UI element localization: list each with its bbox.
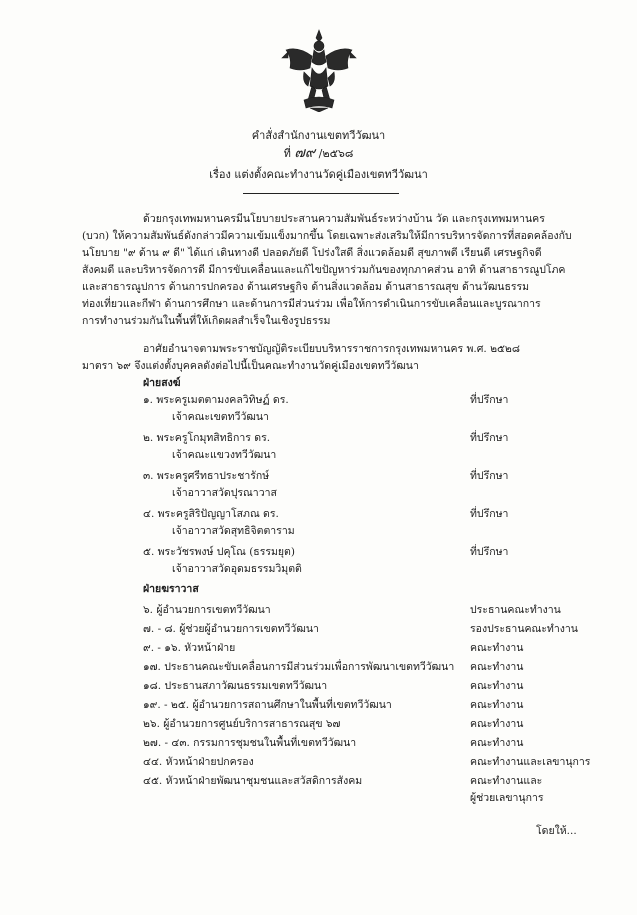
lay-4-name: ๑๗. ประธานคณะขับเคลื่อนการมีส่วนร่วมเพื่อการพัฒนาเขตทวีวัฒนา <box>143 661 455 673</box>
lay-10-name: ๔๕. หัวหน้าฝ่ายพัฒนาชุมชนและสวัสดิการสังคม <box>143 775 363 787</box>
lay-6-name: ๑๙. - ๒๕. ผู้อำนวยการสถานศึกษาในพื้นที่เขตทวีวัฒนา <box>143 699 392 711</box>
lay-2-name: ๗. - ๘. ผู้ช่วยผู้อำนวยการเขตทวีวัฒนา <box>143 623 319 635</box>
monk-1-position: เจ้าคณะเขตทวีวัฒนา <box>172 411 269 423</box>
garuda-emblem-icon <box>280 28 358 112</box>
monk-3-role: ที่ปรึกษา <box>470 470 509 482</box>
lay-1-name: ๖. ผู้อำนวยการเขตทวีวัฒนา <box>143 604 271 616</box>
monk-3-name: ๓. พระครูศรีทธาประชารักษ์ <box>143 470 270 482</box>
footer-continue: โดยให้... <box>536 825 577 837</box>
para1-line-4: สังคมดี และบริหารจัดการดี มีการขับเคลื่อนและแก้ไขปัญหาร่วมกันของทุกภาคส่วน อาทิ ด้านสาธารณูปโภค <box>82 264 566 276</box>
para1-line-7: การทำงานร่วมกันในพื้นที่ให้เกิดผลสำเร็จในเชิงรูปธรรม <box>82 315 331 327</box>
lay-10-role: คณะทำงานและ <box>470 775 543 787</box>
lay-3-role: คณะทำงาน <box>470 642 524 654</box>
para1-line-6: ท่องเที่ยวและกีฬา ด้านการศึกษา และด้านการมีส่วนร่วม เพื่อให้การดำเนินการขับเคลื่อนและบูรณาการ <box>82 298 541 310</box>
lay-5-role: คณะทำงาน <box>470 680 524 692</box>
monk-5-role: ที่ปรึกษา <box>470 546 509 558</box>
para1-line-2: (บวก) ให้ความสัมพันธ์ดังกล่าวมีความเข้มแข็งมากขึ้น โดยเฉพาะส่งเสริมให้มีการบริหารจัดการที่สอดคล้องกับ <box>82 230 572 242</box>
order-number-handwritten: ๗๙ <box>294 145 316 161</box>
lay-7-name: ๒๖. ผู้อำนวยการศูนย์บริการสาธารณสุข ๖๗ <box>143 718 341 730</box>
monk-2-role: ที่ปรึกษา <box>470 432 509 444</box>
lay-9-role: คณะทำงานและเลขานุการ <box>470 756 591 768</box>
monk-2-name: ๒. พระครูโกมุทสิทธิการ ดร. <box>143 432 271 444</box>
lay-3-name: ๙. - ๑๖. หัวหน้าฝ่าย <box>143 642 236 654</box>
lay-1-role: ประธานคณะทำงาน <box>470 604 561 616</box>
monk-1-name: ๑. พระครูเมตตามงคลวิทิษฏ์ ดร. <box>143 394 289 406</box>
monk-4-role: ที่ปรึกษา <box>470 508 509 520</box>
lay-5-name: ๑๘. ประธานสภาวัฒนธรรมเขตทวีวัฒนา <box>143 680 328 692</box>
lay-6-role: คณะทำงาน <box>470 699 524 711</box>
monk-5-name: ๕. พระวัชรพงษ์ ปคุโณ (ธรรมยุต) <box>143 546 295 558</box>
lay-7-role: คณะทำงาน <box>470 718 524 730</box>
para2-line-2: มาตรา ๖๙ จึงแต่งตั้งบุคคลดังต่อไปนี้เป็นคณะทำงานวัดคู่เมืองเขตทวีวัฒนา <box>82 360 419 372</box>
order-number-prefix: ที่ <box>283 147 291 160</box>
lay-9-name: ๔๔. หัวหน้าฝ่ายปกครอง <box>143 756 254 768</box>
lay-8-name: ๒๗. - ๔๓. กรรมการชุมชนในพื้นที่เขตทวีวัฒนา <box>143 737 357 749</box>
order-title: คำสั่งสำนักงานเขตทวีวัฒนา <box>251 129 386 142</box>
monk-1-role: ที่ปรึกษา <box>470 394 509 406</box>
para1-line-3: นโยบาย "๙ ด้าน ๙ ดี" ได้แก่ เดินทางดี ปลอดภัยดี โปร่งใสดี สิ่งแวดล้อมดี สุขภาพดี เรียนดี เศรษฐกิจดี <box>82 247 542 259</box>
order-number-row <box>0 142 637 164</box>
lay-4-role: คณะทำงาน <box>470 661 524 673</box>
para2-line-1: อาศัยอำนาจตามพระราชบัญญัติระเบียบบริหารราชการกรุงเทพมหานคร พ.ศ. ๒๕๒๘ <box>143 343 520 355</box>
monk-2-position: เจ้าคณะแขวงทวีวัฒนา <box>172 449 277 461</box>
order-subject: เรื่อง แต่งตั้งคณะทำงานวัดคู่เมืองเขตทวีวัฒนา <box>209 168 428 181</box>
monk-3-position: เจ้าอาวาสวัดปุรณาวาส <box>172 487 277 499</box>
monk-4-name: ๔. พระครูสิริปัญญาโสภณ ดร. <box>143 508 279 520</box>
monk-4-position: เจ้าอาวาสวัดสุทธิจิตตาราม <box>172 525 295 537</box>
lay-10-role-continued: ผู้ช่วยเลขานุการ <box>470 792 544 804</box>
section-monks-heading: ฝ่ายสงฆ์ <box>143 377 181 389</box>
monk-5-position: เจ้าอาวาสวัดอุดมธรรมวิมุตติ <box>172 563 302 575</box>
order-number-year: /๒๕๖๘ <box>318 147 354 160</box>
section-lay-heading: ฝ่ายฆราวาส <box>143 583 199 595</box>
para1-line-5: และสาธารณูปการ ด้านการปกครอง ด้านเศรษฐกิจ ด้านสิ่งแวดล้อม ด้านสาธารณสุข ด้านวัฒนธรรม <box>82 281 530 293</box>
lay-8-role: คณะทำงาน <box>470 737 524 749</box>
header-divider <box>243 193 399 194</box>
lay-2-role: รองประธานคณะทำงาน <box>470 623 578 635</box>
para1-line-1: ด้วยกรุงเทพมหานครมีนโยบายประสานความสัมพันธ์ระหว่างบ้าน วัด และกรุงเทพมหานคร <box>143 213 545 225</box>
